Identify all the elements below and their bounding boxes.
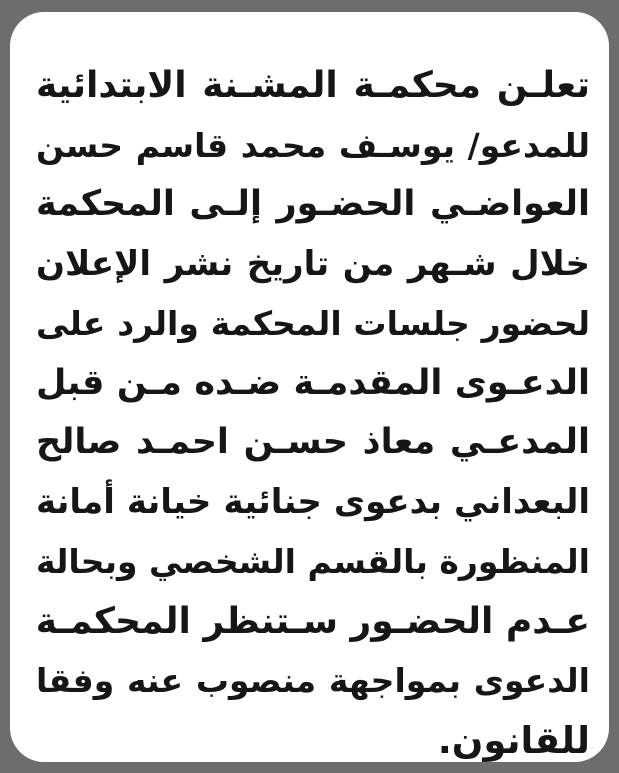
notice-line: المدعـي معاذ حسـن احمـد صالح (36, 422, 590, 462)
notice-line: الدعوى بمواجهة منصوب عنه وفقا (36, 661, 590, 700)
notice-text (36, 56, 590, 770)
notice-line: عـدم الحضـور سـتنظر المحكمـة (35, 600, 590, 642)
court-notice-card (10, 12, 609, 762)
notice-line: للقانون. (437, 718, 590, 762)
notice-line: تعلـن محكمـة المشـنة الابتدائية (36, 65, 590, 106)
notice-line: لحضور جلسات المحكمة والرد على (36, 304, 590, 343)
notice-line: للمدعو/ يوسـف محمد قاسم حسن (36, 125, 590, 165)
notice-line: المنظورة بالقسم الشخصي وبحالة (36, 542, 590, 581)
notice-line: البعداني بدعوى جنائية خيانة أمانة (36, 481, 590, 522)
notice-line: الدعـوى المقدمـة ضـده مـن قبل (36, 362, 590, 403)
notice-line: خلال شـهر من تاريخ نشر الإعلان (36, 243, 590, 284)
notice-line: العواضـي الحضـور إلـى المحكمة (36, 184, 590, 224)
